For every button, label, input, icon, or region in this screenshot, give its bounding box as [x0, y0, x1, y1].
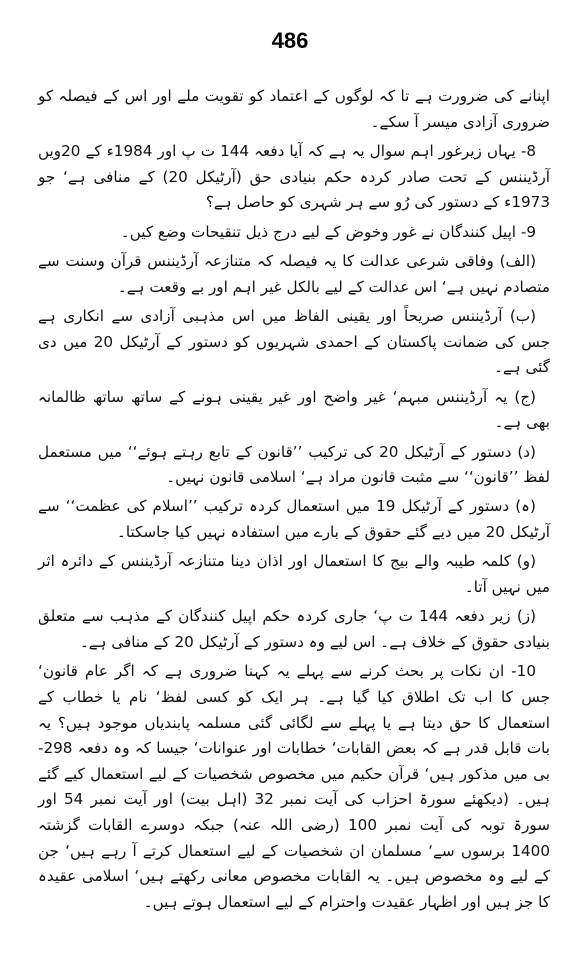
paragraph-8: 8- یہاں زیرغور اہم سوال یہ ہے کہ آیا دفعہ 144 ت پ اور 1984ء کے 20ویں آرڈیننس کے تحت صادر کردہ حکم بنیادی حق (آرٹیکل 20) کے منافی ہے‘ جو 1973ء کے دستور کی رُو سے ہر شہری کو حاصل ہے؟	[38, 141, 550, 212]
issue-ze: (ز) زیر دفعہ 144 ت پ‘ جاری کردہ حکم اپیل کنندگان کے مذہب سے متعلق بنیادی حقوق کے خلاف ہے۔ اس لیے وہ دستور کے آرٹیکل 20 کے منافی ہے۔	[38, 607, 550, 652]
issue-alif: (الف) وفاقی شرعی عدالت کا یہ فیصلہ کہ متنازعہ آرڈیننس قرآن وسنت سے متصادم نہیں ہے‘ اس عدالت کے لیے بالکل غیر اہم اور بے وقعت ہے۔	[38, 251, 550, 296]
page-number: 486	[271, 28, 309, 53]
issue-jeem: (ج) یہ آرڈیننس مبہم‘ غیر واضح اور غیر یقینی ہونے کے ساتھ ساتھ ظالمانہ بھی ہے۔	[38, 387, 550, 432]
paragraph-10: 10- ان نکات پر بحث کرنے سے پہلے یہ کہنا ضروری ہے کہ اگر عام قانون‘ جس کا اب تک اطلاق کیا گیا ہے۔ ہر ایک کو کسی لفظ‘ نام یا خطاب کے استعمال کا حق دیتا ہے یا پہلے سے لگائی گئی مسلمہ پابندیاں موجود ہیں؟ یہ بات قابل قدر ہے کہ بعض القابات‘ خطابات اور عنوانات‘ جیسا کہ وہ دفعہ 298- بی میں مذکور ہیں‘ قرآن حکیم میں مخصوص شخصیات کے لیے استعمال کیے گئے ہیں۔ (دیکھئے سورۃ احزاب کی آیت نمبر 32 (اہل بیت) اور آیت نمبر 54 اور سورۃ توبہ کی آیت نمبر 100 (رضی اللہ عنہ) جبکہ دوسرے القابات گزشتہ 1400 برسوں سے‘ مسلمان ان شخصیات کے لیے استعمال کرتے آ رہے ہیں‘ جن کے لیے وہ مخصوص ہیں۔ یہ القابات مخصوص معانی رکھتے ہیں‘ اسلامی عقیدہ کا جز ہیں اور اظہار عقیدت واحترام کے لیے استعمال ہوتے ہیں۔	[38, 662, 550, 911]
issue-daal: (د) دستور کے آرٹیکل 20 کی ترکیب ’’قانون کے تابع رہتے ہوئے‘‘ میں مستعمل لفظ ’’قانون‘‘ سے مثبت قانون مراد ہے‘ اسلامی قانون نہیں۔	[38, 442, 550, 487]
page-body	[38, 84, 550, 919]
issue-he: (ہ) دستور کے آرٹیکل 19 میں استعمال کردہ ترکیب ’’اسلام کی عظمت‘‘ سے آرٹیکل 20 میں دیے گئے حقوق کے بارے میں استفادہ نہیں کیا جاسکتا۔	[38, 497, 550, 542]
issue-wao: (و) کلمہ طیبہ والے بیج کا استعمال اور اذان دینا متنازعہ آرڈیننس کے دائرہ اثر میں نہیں آتا۔	[38, 552, 550, 597]
paragraph-intro: اپنانے کی ضرورت ہے تا کہ لوگوں کے اعتماد کو تقویت ملے اور اس کے فیصلہ کو ضروری آزادی میسر آ سکے۔	[38, 87, 550, 131]
paragraph-9: 9- اپیل کنندگان نے غور وخوض کے لیے درج ذیل تنقیحات وضع کیں۔	[120, 222, 536, 241]
issue-be: (ب) آرڈیننس صریحاً اور یقینی الفاظ میں اس مذہبی آزادی سے انکاری ہے جس کی ضمانت پاکستان کے احمدی شہریوں کو دستور کے آرٹیکل 20 میں دی گئی ہے۔	[38, 306, 550, 377]
